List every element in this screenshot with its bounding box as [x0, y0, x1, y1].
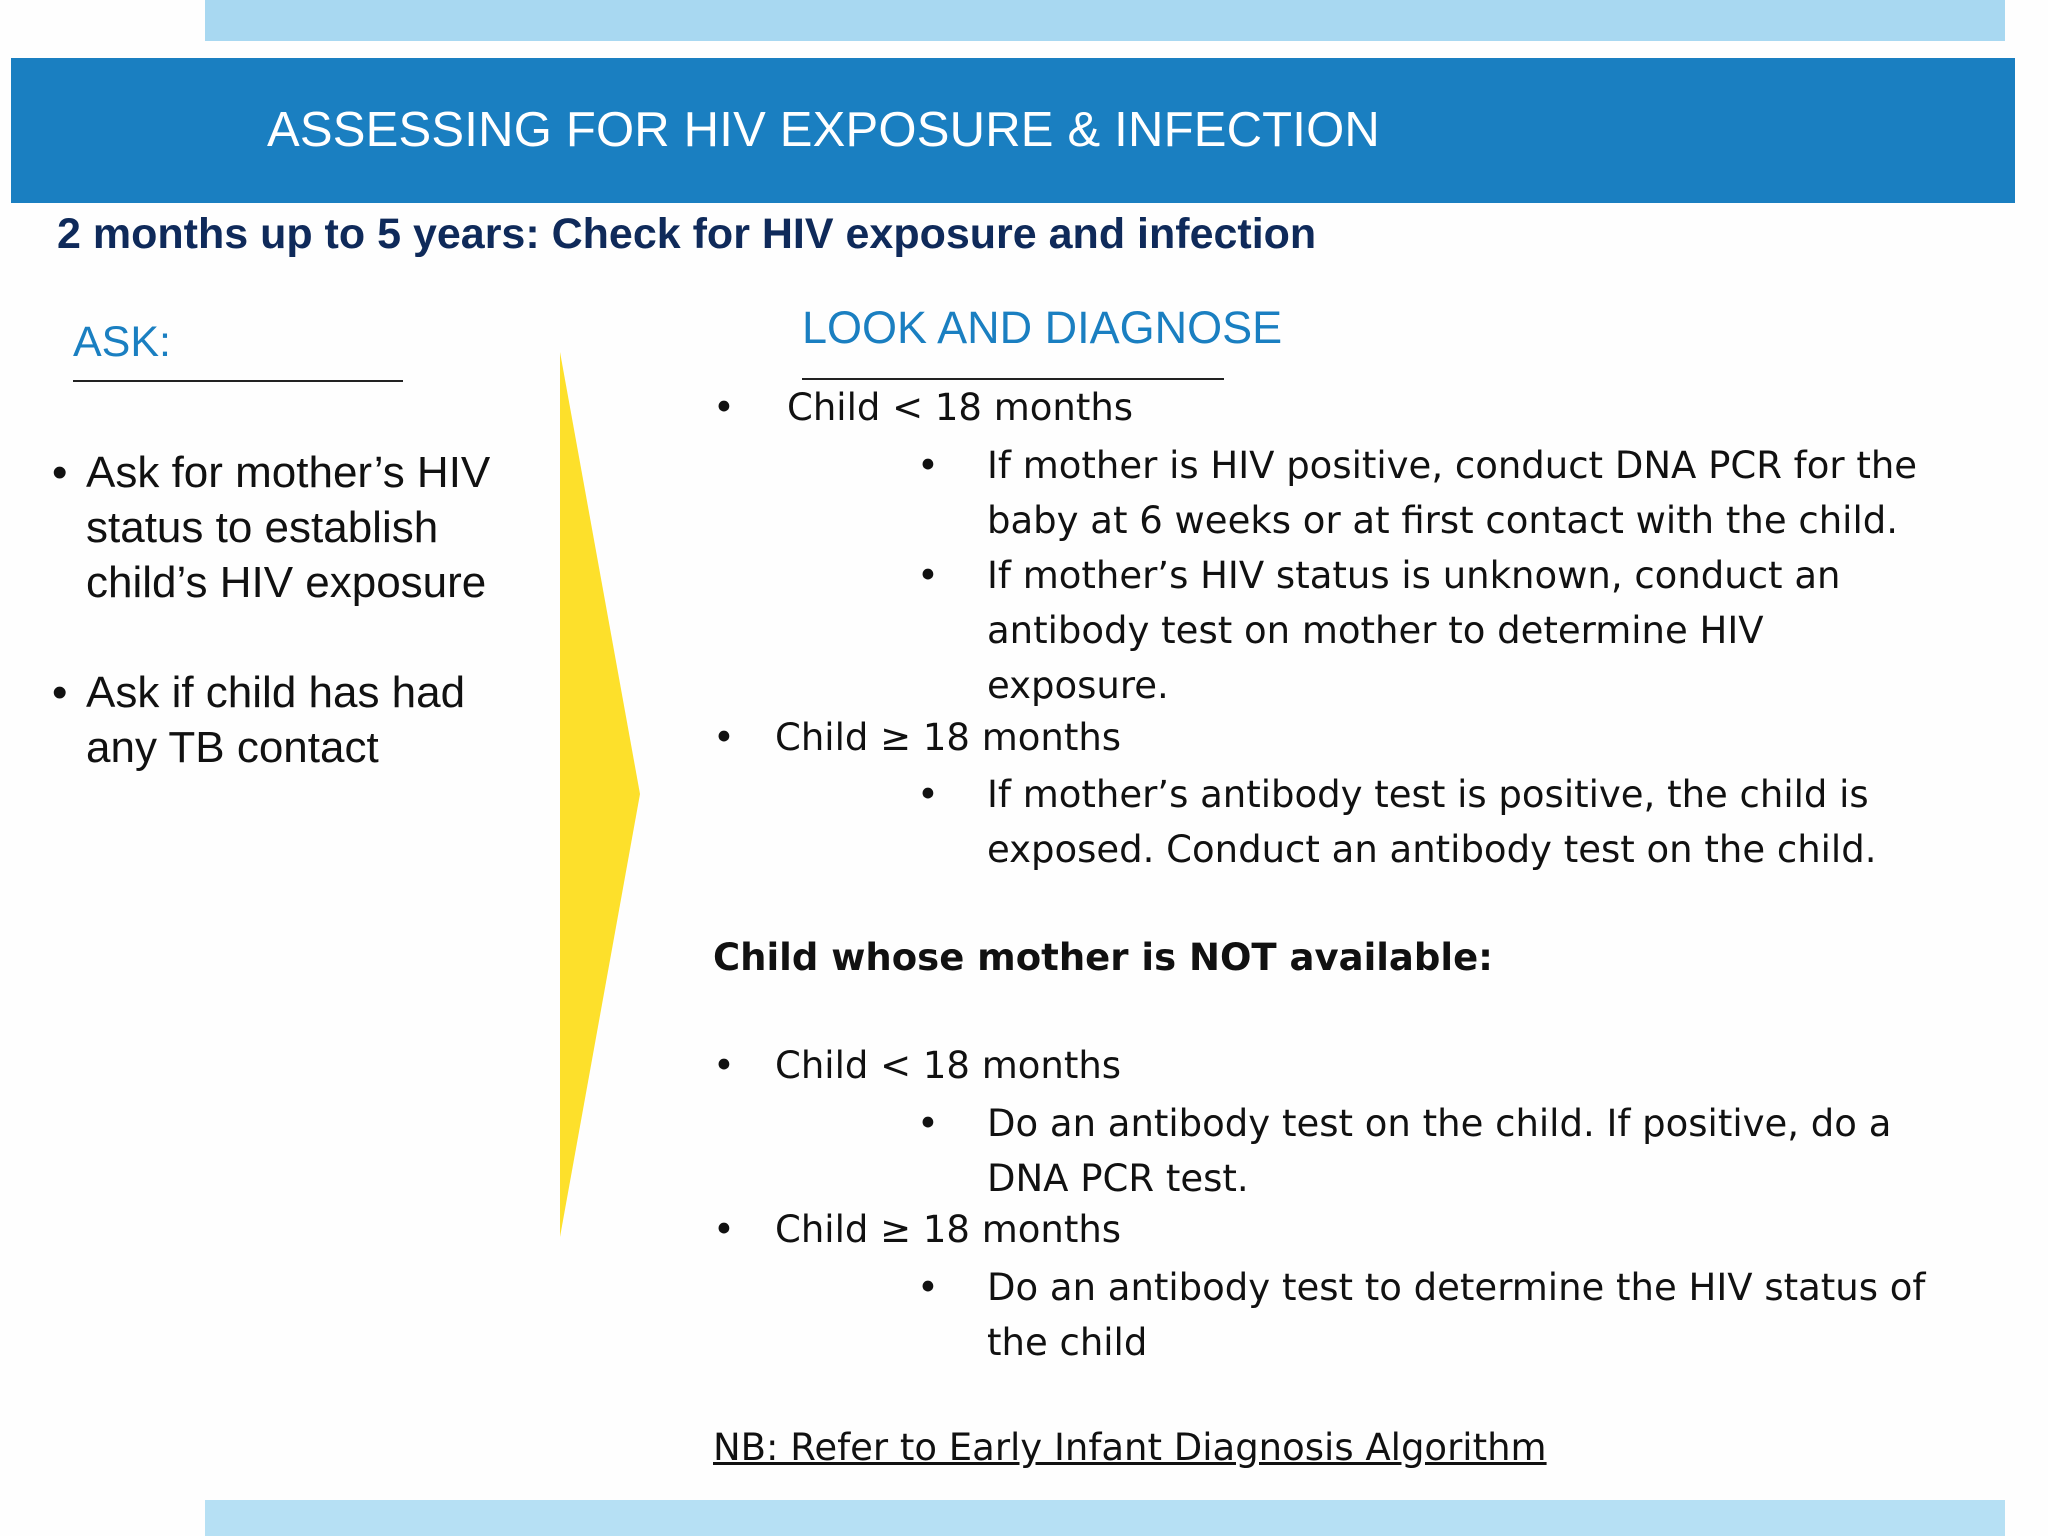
page-subtitle: 2 months up to 5 years: Check for HIV exposure and infection [57, 210, 1317, 258]
group-label: Child ≥ 18 months [775, 1208, 1122, 1251]
look-diagnose-heading: LOOK AND DIAGNOSE [802, 302, 1283, 353]
item-text: Do an antibody test to determine the HIV status of the child [987, 1266, 1926, 1364]
ask-item-text: Ask if child has had any TB contact [86, 668, 466, 772]
top-accent-strip [205, 0, 2005, 41]
ask-heading-underline [73, 380, 403, 382]
ask-item [52, 665, 522, 775]
bullet-icon: • [52, 668, 68, 717]
bullet-icon: • [713, 1044, 735, 1087]
item-text: Do an antibody test on the child. If positive, do a DNA PCR test. [987, 1102, 1892, 1200]
bullet-icon: • [917, 1266, 939, 1309]
ask-item-text: Ask for mother’s HIV status to establish child’s HIV exposure [86, 448, 491, 607]
bullet-icon: • [713, 1208, 735, 1251]
bullet-icon: • [917, 1102, 939, 1145]
look-heading-underline [802, 378, 1224, 380]
group-label: Child < 18 months [775, 1044, 1122, 1087]
bullet-icon: • [917, 773, 939, 816]
item-text: If mother’s antibody test is positive, the child is exposed. Conduct an antibody test on the child. [987, 773, 1877, 871]
bottom-accent-strip [205, 1500, 2005, 1536]
no-mother-heading: Child whose mother is NOT available: [713, 936, 1493, 979]
bullet-icon: • [713, 716, 735, 759]
bullet-icon: • [52, 448, 68, 497]
ask-item [52, 445, 522, 610]
item-text: If mother is HIV positive, conduct DNA PCR for the baby at 6 weeks or at first contact with the child. [987, 444, 1918, 542]
group-label: Child ≥ 18 months [775, 716, 1122, 759]
page-title: ASSESSING FOR HIV EXPOSURE & INFECTION [267, 103, 1381, 157]
item-text: If mother’s HIV status is unknown, conduct an antibody test on mother to determine HIV exposure. [987, 554, 1841, 707]
yellow-chevron-arrow-icon [560, 352, 642, 1242]
ask-heading: ASK: [73, 318, 171, 366]
group-label: Child < 18 months [787, 386, 1134, 429]
bullet-icon: • [917, 444, 939, 487]
bullet-icon: • [713, 386, 735, 429]
ask-list [52, 445, 522, 830]
reference-note: NB: Refer to Early Infant Diagnosis Algorithm [713, 1426, 1547, 1469]
bullet-icon: • [917, 554, 939, 597]
